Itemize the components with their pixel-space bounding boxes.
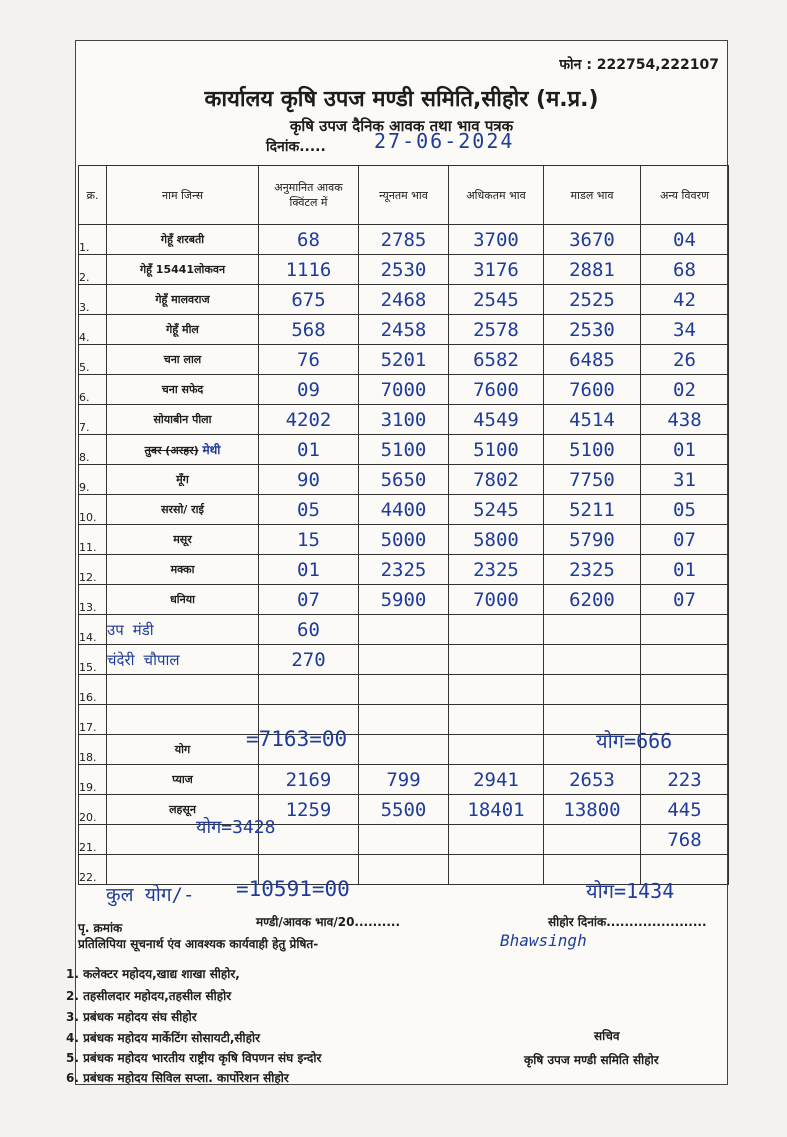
cell-min: 2468: [359, 285, 449, 315]
cell-other: 223: [641, 765, 729, 795]
cell-other: 02: [641, 375, 729, 405]
cell-min: 799: [359, 765, 449, 795]
ref-number: पृ. क्रमांक: [78, 921, 123, 935]
cell-name: मसूर: [107, 525, 259, 555]
cell-min: [359, 855, 449, 885]
cell-model: [544, 645, 641, 675]
cell-model: 2525: [544, 285, 641, 315]
cell-max: [449, 825, 544, 855]
cell-min: [359, 645, 449, 675]
cell-name: गेहूँ मील: [107, 315, 259, 345]
cell-arrival: 01: [259, 435, 359, 465]
cell-sn: 12.: [79, 555, 107, 585]
cell-sn: 13.: [79, 585, 107, 615]
table-row: [79, 675, 729, 705]
cell-model: [544, 615, 641, 645]
cell-max: 18401: [449, 795, 544, 825]
cell-min: 5650: [359, 465, 449, 495]
cell-other: 07: [641, 525, 729, 555]
table-row: [79, 795, 729, 825]
cell-other: 01: [641, 435, 729, 465]
cell-model: [544, 675, 641, 705]
cell-max: 7802: [449, 465, 544, 495]
cell-sn: 19.: [79, 765, 107, 795]
cell-max: [449, 615, 544, 645]
cell-other: 05: [641, 495, 729, 525]
cell-sn: 21.: [79, 825, 107, 855]
table-row: [79, 405, 729, 435]
table-row: [79, 825, 729, 855]
cell-other: 768: [641, 825, 729, 855]
cell-sn: 20.: [79, 795, 107, 825]
cell-name: धनिया: [107, 585, 259, 615]
table-row: [79, 285, 729, 315]
cell-model: [544, 825, 641, 855]
cell-max: [449, 645, 544, 675]
cell-name: चना सफेद: [107, 375, 259, 405]
cell-sn: 10.: [79, 495, 107, 525]
cell-model: 6200: [544, 585, 641, 615]
cell-arrival: 675: [259, 285, 359, 315]
cell-arrival: [259, 675, 359, 705]
cell-min: [359, 825, 449, 855]
date-label: दिनांक.....: [266, 139, 326, 155]
cell-sn: 16.: [79, 675, 107, 705]
cell-sn: 14.: [79, 615, 107, 645]
cell-max: 7000: [449, 585, 544, 615]
cell-name: उप मंडी: [107, 615, 259, 645]
table-header-row: [79, 166, 729, 225]
cell-other: [641, 615, 729, 645]
cell-arrival: 09: [259, 375, 359, 405]
cell-max: 2325: [449, 555, 544, 585]
table-row: [79, 525, 729, 555]
cell-other: [641, 675, 729, 705]
table-row: [79, 555, 729, 585]
cell-other: 42: [641, 285, 729, 315]
cell-min: [359, 615, 449, 645]
table-row: [79, 345, 729, 375]
table-row: [79, 315, 729, 345]
cell-arrival: 1116: [259, 255, 359, 285]
cell-max: 6582: [449, 345, 544, 375]
cell-max: 2545: [449, 285, 544, 315]
cell-name: गेहूँ शरबती: [107, 225, 259, 255]
cell-sn: 9.: [79, 465, 107, 495]
cell-other: 438: [641, 405, 729, 435]
cell-other: 04: [641, 225, 729, 255]
cell-arrival: 01: [259, 555, 359, 585]
cell-max: [449, 675, 544, 705]
cell-model: 2653: [544, 765, 641, 795]
cell-sn: 7.: [79, 405, 107, 435]
phone-numbers: फोन : 222754,222107: [559, 57, 719, 73]
cell-other: 07: [641, 585, 729, 615]
cell-max: 2941: [449, 765, 544, 795]
rates-table: [78, 165, 729, 885]
document-sheet: [66, 40, 728, 1085]
cell-model: 5100: [544, 435, 641, 465]
col-header-arrival: अनुमानित आवक क्विंटल में: [259, 166, 359, 225]
cell-name: सोयाबीन पीला: [107, 405, 259, 435]
cell-arrival: 2169: [259, 765, 359, 795]
cell-sn: 3.: [79, 285, 107, 315]
cell-model: 7600: [544, 375, 641, 405]
cell-name: गेहूँ 15441लोकवन: [107, 255, 259, 285]
col-header-max: अधिकतम भाव: [449, 166, 544, 225]
cell-model: 7750: [544, 465, 641, 495]
cell-arrival: 15: [259, 525, 359, 555]
cell-name: मक्का: [107, 555, 259, 585]
cell-model: 3670: [544, 225, 641, 255]
table-row: [79, 435, 729, 465]
cell-sn: 15.: [79, 645, 107, 675]
cell-model: 5790: [544, 525, 641, 555]
cell-arrival: 1259: [259, 795, 359, 825]
cell-max: 5245: [449, 495, 544, 525]
cell-arrival: 568: [259, 315, 359, 345]
document-subtitle: कृषि उपज दैनिक आवक तथा भाव पत्रक: [289, 117, 514, 135]
cell-sn: 4.: [79, 315, 107, 345]
cell-other: 445: [641, 795, 729, 825]
yog-other-total: योग=666: [596, 729, 673, 753]
recipient-6: 6. प्रबंधक महोदय सिविल सप्ला. कार्पोरेशन सीहोर: [66, 1071, 289, 1085]
cell-model: 2325: [544, 555, 641, 585]
cell-sn: 6.: [79, 375, 107, 405]
col-header-name: नाम जिन्स: [107, 166, 259, 225]
cell-name: सरसो/ राई: [107, 495, 259, 525]
table-row: [79, 645, 729, 675]
cell-arrival: 60: [259, 615, 359, 645]
cell-max: 7600: [449, 375, 544, 405]
cell-sn: 5.: [79, 345, 107, 375]
cell-other: 34: [641, 315, 729, 345]
table-row: [79, 585, 729, 615]
cell-other: [641, 645, 729, 675]
kul-label: कुल योग/-: [106, 884, 195, 906]
cell-name: योग: [107, 735, 259, 765]
cell-arrival: 68: [259, 225, 359, 255]
table-row: [79, 465, 729, 495]
cell-sn: 1.: [79, 225, 107, 255]
cell-other: 31: [641, 465, 729, 495]
cell-max: [449, 705, 544, 735]
cell-max: 4549: [449, 405, 544, 435]
mandi-ref: मण्डी/आवक भाव/20..........: [256, 915, 401, 929]
cell-arrival: 07: [259, 585, 359, 615]
cell-max: [449, 855, 544, 885]
cell-model: 4514: [544, 405, 641, 435]
office-title: कार्यालय कृषि उपज मण्डी समिति,सीहोर (म.प्र.): [204, 87, 599, 112]
cell-model: 6485: [544, 345, 641, 375]
cell-name: चंदेरी चौपाल: [107, 645, 259, 675]
cell-name: चना लाल: [107, 345, 259, 375]
secretary: सचिव: [594, 1029, 620, 1043]
cell-min: 3100: [359, 405, 449, 435]
committee-name: कृषि उपज मण्डी समिति सीहोर: [524, 1053, 659, 1067]
col-header-other: अन्य विवरण: [641, 166, 729, 225]
cell-min: [359, 675, 449, 705]
date-value: 27-06-2024: [374, 129, 515, 153]
table-row: [79, 495, 729, 525]
cell-other: 68: [641, 255, 729, 285]
kul-value: =10591=00: [236, 877, 350, 901]
cell-sn: 2.: [79, 255, 107, 285]
cell-min: 2530: [359, 255, 449, 285]
cell-sn: 11.: [79, 525, 107, 555]
row21-total: योग=3428: [196, 817, 276, 838]
cell-max: 2578: [449, 315, 544, 345]
cell-sn: 18.: [79, 735, 107, 765]
cell-min: 5201: [359, 345, 449, 375]
cell-name: लहसून: [107, 795, 259, 825]
cell-max: 5800: [449, 525, 544, 555]
cell-model: 2881: [544, 255, 641, 285]
cell-arrival: 90: [259, 465, 359, 495]
cell-max: 3700: [449, 225, 544, 255]
cell-min: 5900: [359, 585, 449, 615]
cell-arrival: 76: [259, 345, 359, 375]
cell-name: गेहूँ मालवराज: [107, 285, 259, 315]
cell-other: 01: [641, 555, 729, 585]
cell-sn: 8.: [79, 435, 107, 465]
forward-note: प्रतिलिपिया सूचनार्थ एंव आवश्यक कार्यवाही हेतु प्रेषित-: [78, 937, 319, 951]
recipient-2: 2. तहसीलदार महोदय,तहसील सीहोर: [66, 989, 232, 1003]
cell-sn: 17.: [79, 705, 107, 735]
cell-arrival: 05: [259, 495, 359, 525]
cell-min: [359, 705, 449, 735]
recipient-1: 1. कलेक्टर महोदय,खाद्य शाखा सीहोर,: [66, 967, 240, 981]
cell-min: 4400: [359, 495, 449, 525]
recipient-4: 4. प्रबंधक महोदय मार्केटिंग सोसायटी,सीहोर: [66, 1031, 261, 1045]
cell-min: 2458: [359, 315, 449, 345]
kul-other-total: योग=1434: [586, 879, 675, 903]
col-header-model: माडल भाव: [544, 166, 641, 225]
table-row: [79, 615, 729, 645]
table-row: [79, 765, 729, 795]
cell-sn: 22.: [79, 855, 107, 885]
cell-min: 2785: [359, 225, 449, 255]
cell-min: 7000: [359, 375, 449, 405]
table-row: [79, 375, 729, 405]
cell-other: 26: [641, 345, 729, 375]
col-header-min: न्यूनतम भाव: [359, 166, 449, 225]
cell-arrival: 4202: [259, 405, 359, 435]
sehore-date: सीहोर दिनांक......................: [548, 915, 707, 929]
recipient-3: 3. प्रबंधक महोदय संघ सीहोर: [66, 1010, 197, 1024]
cell-min: 5000: [359, 525, 449, 555]
yog-total: =7163=00: [246, 727, 348, 751]
cell-max: 5100: [449, 435, 544, 465]
cell-name: प्याज: [107, 765, 259, 795]
cell-min: [359, 735, 449, 765]
table-row: [79, 255, 729, 285]
table-row: [79, 225, 729, 255]
cell-max: [449, 735, 544, 765]
recipient-5: 5. प्रबंधक महोदय भारतीय राष्ट्रीय कृषि विपणन संघ इन्दोर: [66, 1051, 322, 1065]
cell-model: 13800: [544, 795, 641, 825]
cell-max: 3176: [449, 255, 544, 285]
cell-model: 2530: [544, 315, 641, 345]
cell-name: [107, 675, 259, 705]
cell-name: मूँग: [107, 465, 259, 495]
cell-min: 2325: [359, 555, 449, 585]
struck-name: तुवर (अरहर): [144, 444, 199, 457]
cell-min: 5500: [359, 795, 449, 825]
signature: Bhawsingh: [500, 931, 587, 950]
cell-min: 5100: [359, 435, 449, 465]
cell-model: 5211: [544, 495, 641, 525]
cell-name: [107, 705, 259, 735]
cell-name: [107, 435, 259, 465]
cell-arrival: 270: [259, 645, 359, 675]
handwritten-name: मेथी: [202, 443, 221, 457]
col-header-sn: क्र.: [79, 166, 107, 225]
